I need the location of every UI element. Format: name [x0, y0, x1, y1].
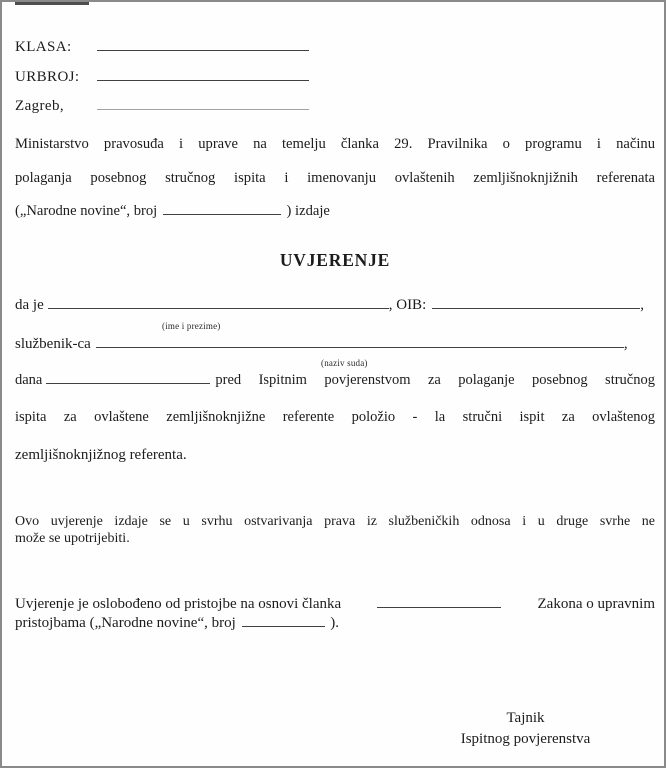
da-je-label: da je — [15, 296, 44, 313]
purpose-paragraph — [15, 513, 655, 547]
fee-gazette-blank-line — [242, 613, 325, 627]
intro-line-2: polaganja posebnog stručnog ispita i imenovanju ovlaštenih zemljišnoknjižnih referenata — [15, 169, 655, 186]
zagreb-date-blank-line — [97, 96, 309, 110]
document-content — [15, 2, 655, 766]
signature-block — [413, 708, 638, 749]
klasa-row — [15, 33, 655, 63]
court-name-blank-line — [96, 334, 624, 348]
intro-line-1: Ministarstvo pravosuđa i uprave na temelju članka 29. Pravilnika o programu i načinu — [15, 136, 655, 152]
fee-article-suffix: Zakona o upravnim — [537, 595, 655, 612]
person-name-blank-line — [48, 295, 389, 309]
exam-passed-line: ispita za ovlaštene zemljišnoknjižne referente položio - la stručni ispit za ovlaštenog — [15, 409, 655, 425]
court-row — [15, 334, 655, 353]
court-hint-label: (naziv suda) — [321, 358, 368, 368]
court-trailing-comma: , — [623, 335, 628, 352]
referent-line: zemljišnoknjižnog referenta. — [15, 447, 187, 463]
document-header-fields — [15, 33, 655, 122]
fee-gazette-suffix: ). — [330, 615, 340, 631]
oib-label: , OIB: — [388, 296, 427, 313]
fee-exemption-paragraph — [15, 594, 655, 633]
document-title: UVJERENJE — [279, 250, 391, 270]
purpose-line-1: Ovo uvjerenje izdaje se u svrhu ostvarivanja prava iz službeničkih odnosa i u druge svrhe ne — [15, 514, 655, 529]
signatory-organization: Ispitnog povjerenstva — [460, 730, 591, 747]
gazette-number-prefix: („Narodne novine“, broj — [15, 203, 158, 219]
oib-blank-line — [432, 295, 640, 309]
signatory-role: Tajnik — [506, 710, 545, 726]
fee-gazette-prefix: pristojbama („Narodne novine“, broj — [15, 615, 236, 631]
sluzbenik-label: službenik-ca — [15, 335, 91, 352]
urbroj-label: URBROJ: — [15, 68, 80, 85]
gazette-number-suffix: ) izdaje — [286, 203, 330, 219]
exam-board-text: pred Ispitnim povjerenstvom za polaganje posebnog stručnog — [215, 372, 655, 389]
name-oib-row — [15, 295, 655, 314]
name-hint-label: (ime i prezime) — [162, 321, 221, 331]
fee-line-1 — [15, 594, 655, 613]
klasa-label: KLASA: — [15, 39, 72, 55]
klasa-blank-line — [97, 37, 309, 51]
name-oib-trailing-comma: , — [640, 296, 644, 313]
urbroj-blank-line — [97, 67, 309, 81]
exam-date-blank-line — [46, 371, 210, 384]
gazette-number-blank-line — [163, 202, 281, 215]
urbroj-row — [15, 63, 655, 93]
dana-label: dana — [15, 372, 43, 389]
intro-paragraph — [15, 128, 655, 229]
zagreb-row — [15, 92, 655, 122]
fee-article-blank-line — [377, 594, 501, 608]
fee-article-prefix: Uvjerenje je oslobođeno od pristojbe na osnovi članka — [15, 595, 342, 612]
intro-line-3 — [15, 195, 655, 229]
exam-date-row — [15, 371, 655, 389]
zagreb-date-label: Zagreb, — [15, 98, 65, 114]
purpose-line-2: može se upotrijebiti. — [15, 531, 130, 546]
fee-line-2 — [15, 613, 655, 632]
